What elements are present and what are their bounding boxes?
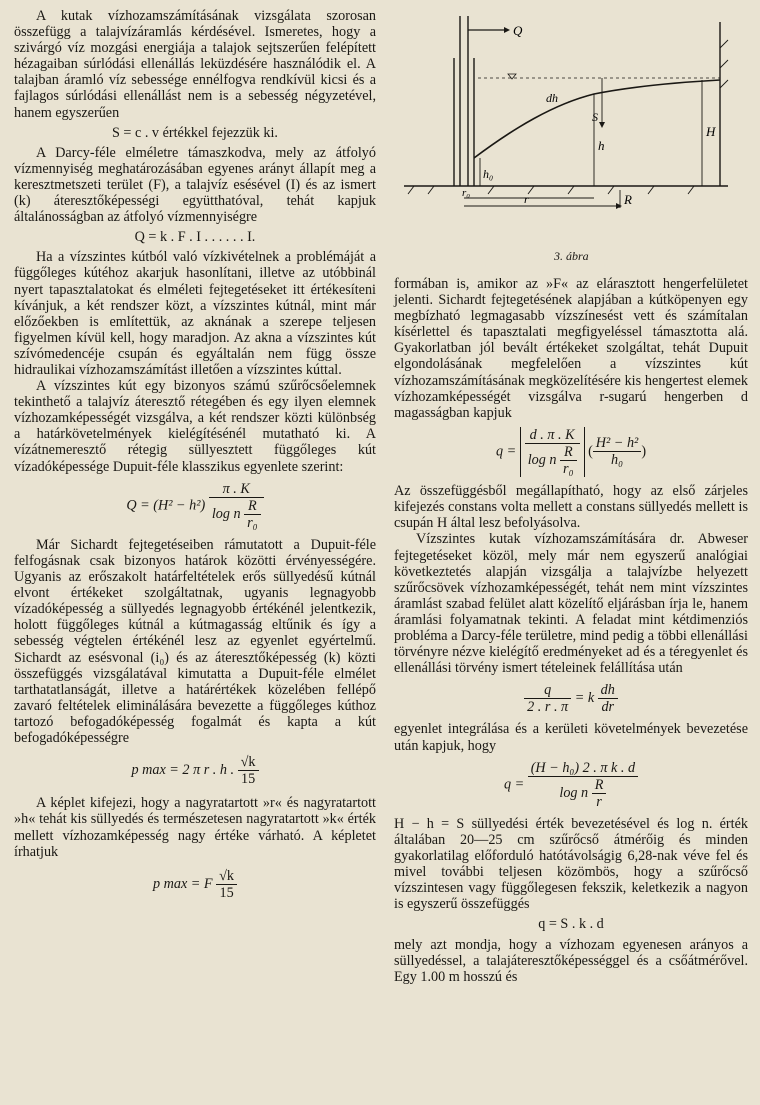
label-big-r: R <box>624 192 632 207</box>
paragraph-horizontal-well: Ha a vízszintes kútból való vízkivételnek a problémáját a függőleges kútéhoz akarjuk hasonlítani, illetve az utóbbinál nyert tapasztalatokat és elméleti fejtegetéseket itt értékesíteni kívánjuk, a két rendszer közt, a vízszintes kútnál, mint már előzőekben is említettük, az aknának a szerepe teljesen figyelmen kívül kell, hogy maradjon. Az akna a vízszintes kút szívómedencéje csupán és egyáltalán nem függ össze hidraulikai vízhozamszámítást illetően a vízszintes kúttal. <box>14 249 376 378</box>
paragraph-constant: Az összefüggésből megállapítható, hogy az első zárjeles kifejezés constans volta mellett a constans süllyedés mellett is csupán H által lesz befolyásolva. <box>394 483 748 532</box>
figure-well-diagram <box>394 8 748 276</box>
paragraph-intro: A kutak vízhozamszámításának vizsgálata szorosan összefügg a talajvízáramlás kérdésével. Ismeretes, hogy a szivárgó víz mozgási energiája a talajok sejtszerűen felépített hézagaiban súrlódási ellenállás leküzdésére használódik el. A talajban áramló víz sebessége ennélfogva rendkívül kicsi és a fajlagos súrlódási ellenállást nem is a sebesség négyzetével, hanem egyszerűen <box>14 8 376 121</box>
equation-q-abweser: q = (H − h₀) 2 . π k . d log n $\frac{R}{r}$ <box>394 760 748 810</box>
paragraph-drawdown: H − h = S süllyedési érték bevezetésével és log n. érték általában 20—25 cm szűrőcső átmérőig és minden gyakorlatilag előforduló hatótávolságig 6,28-nak véve fel és mivel további teljesen közömbös, hogy a szűrőcső vízszintesen vagy függőlegesen fekszik, keletkezik a nagyon is egyszerű összefüggés <box>394 815 748 913</box>
well-diagram <box>394 8 748 276</box>
equation-dupuit: Q = (H² − h²) π . K log n $\frac{R}{\text{r₀}}$ <box>14 481 376 531</box>
equation-q-cylinder: q = d . π . K log n $\frac{R}{\text{r₀}}$ ( $\frac{\text{H² − h²}}{\text{h₀}}$ ) <box>495 426 647 478</box>
paragraph-integration: egyenlet integrálása és a kerületi követelmények bevezetése után kapjuk, hogy <box>394 721 748 754</box>
paragraph-conclusion: mely azt mondja, hogy a vízhozam egyenesen arányos a süllyedéssel, a talajáteresztőképességgel és a csőátmérővel. Egy 1.00 m hosszú és <box>394 936 748 985</box>
label-q: Q <box>513 23 523 38</box>
paragraph-sichardt: Már Sichardt fejtegetéseiben rámutatott a Dupuit-féle felfogásnak csak bizonyos határok közötti érvényességére. Ugyanis az erőszakolt határfeltételek erős süllyedésű kútnál elvont értékeket szolgáltatnak, ugyanis legnagyobb vízadóképesség a süllyedés legnagyobb értékénél jelentkezik, holott függőleges kútnál a kútmagasság eltűnik és így a sebesség végtelen értékénél lesz az egyenlet egyértelmű. Sichardt az esésvonal (i₀) és az áteresztőképesség (k) közti összefüggés vizsgálatával kimutatta a Dupuit-féle elmélet tarthatatlanságát, illetve a határértékek közelében fellépő zavaró feltételek eliminálására bevezette a függőleges kúthoz tartozó befogadóképesség fogalmát és kapta a kút befogadóképességre <box>14 536 376 747</box>
figure-caption: 3. ábra <box>554 249 589 263</box>
paragraph-abweser: Vízszintes kutak vízhozamszámítására dr. Abweser fejtegetéseket közöl, mely már nem egyszerű analógiai következtetés alapján vizsgálja a talajvízbe helyezett szűrőcsövek vízhozamképességét, tehát nem mint vízszintes áramlást szabad felület alatt közelítő eljárásban írja le, hanem áramlási folyamatnak tekinti. A feladat mint kétdimenziós probléma a Darcy-féle területre, mind pedig a többi ellenállási törvényre nézve kielégítő eredményeket ad és a téregyenlet és ellenállási törvény ismert tételeinek felállítása után <box>394 531 748 677</box>
paragraph-sichardt-cont: formában is, amikor az »F« az elárasztott hengerfelületet jelenti. Sichardt fejtegetésének alapjában a kútköpenyen egy megbízható legmagasabb vízszínesést vett és számítalan kísérlettel és tapasztalati megfigyeléssel támasztotta alá. Gyakorlatban jól bevált értékeket szolgáltat, tehát Dupuit elgondolásának megfelelően a vízszintes kút vízhozamszámításának megközelítésére kis hengertest elemek vízhozamképességét vizsgálva r-sugarú hengerben d magasságban kapjuk <box>394 276 748 421</box>
right-column <box>394 8 748 985</box>
label-r: r <box>524 192 529 206</box>
label-s: S <box>592 110 598 124</box>
equation-simple: q = S . k . d <box>538 916 604 933</box>
equation-differential: $\frac{q}{2 . r . \pi}$ = k $\frac{dh}{dr}$ <box>394 682 748 715</box>
label-h0: h₀ <box>483 167 494 181</box>
left-column <box>14 8 376 909</box>
equation-friction: S = c . v értékkel fejezzük ki. <box>112 124 278 141</box>
equation-darcy: Q = k . F . I . . . . . . I. <box>134 229 256 246</box>
label-dh: dh <box>546 91 558 105</box>
label-r0: r₀ <box>462 187 471 199</box>
equation-pmax-2: p max = F $\frac{√k}{15}$ <box>14 868 376 901</box>
label-big-h: H <box>706 124 716 139</box>
equation-pmax-1: p max = 2 π r . h . $\frac{√k}{15}$ <box>14 754 376 787</box>
paragraph-formula-meaning: A képlet kifejezi, hogy a nagyratartott »r« és nagyratartott »h« tehát kis süllyedés és természetesen nagyratartott »k« érték mellett vízhozamképesség nagy értéke várható. A képletet írhatjuk <box>14 795 376 860</box>
paragraph-filter-pipe: A vízszintes kút egy bizonyos számú szűrőcsőelemnek tekinthető a talajvíz áteresztő rétegében és egy ilyen elemnek vízhozamképességét vizsgálva, a két rendszer közti különbség a határkövetelmények kielégítésénél mutatható ki. A vízátnemeresztő rétegig süllyesztett függőleges kút vízadóképessége Dupuit-féle klasszikus egyenlete szerint: <box>14 378 376 475</box>
label-h: h <box>598 138 605 153</box>
paragraph-darcy: A Darcy-féle elméletre támaszkodva, mely az átfolyó vízmennyiség meghatározásában egyenes arányt állapít meg a keresztmetszeti terület (F), a talajvíz esésével (I) és az ismert (k) áteresztőképességi együtthatóval, tehát kapjuk általánosságban az átfolyó vízmennyiségre <box>14 144 376 226</box>
